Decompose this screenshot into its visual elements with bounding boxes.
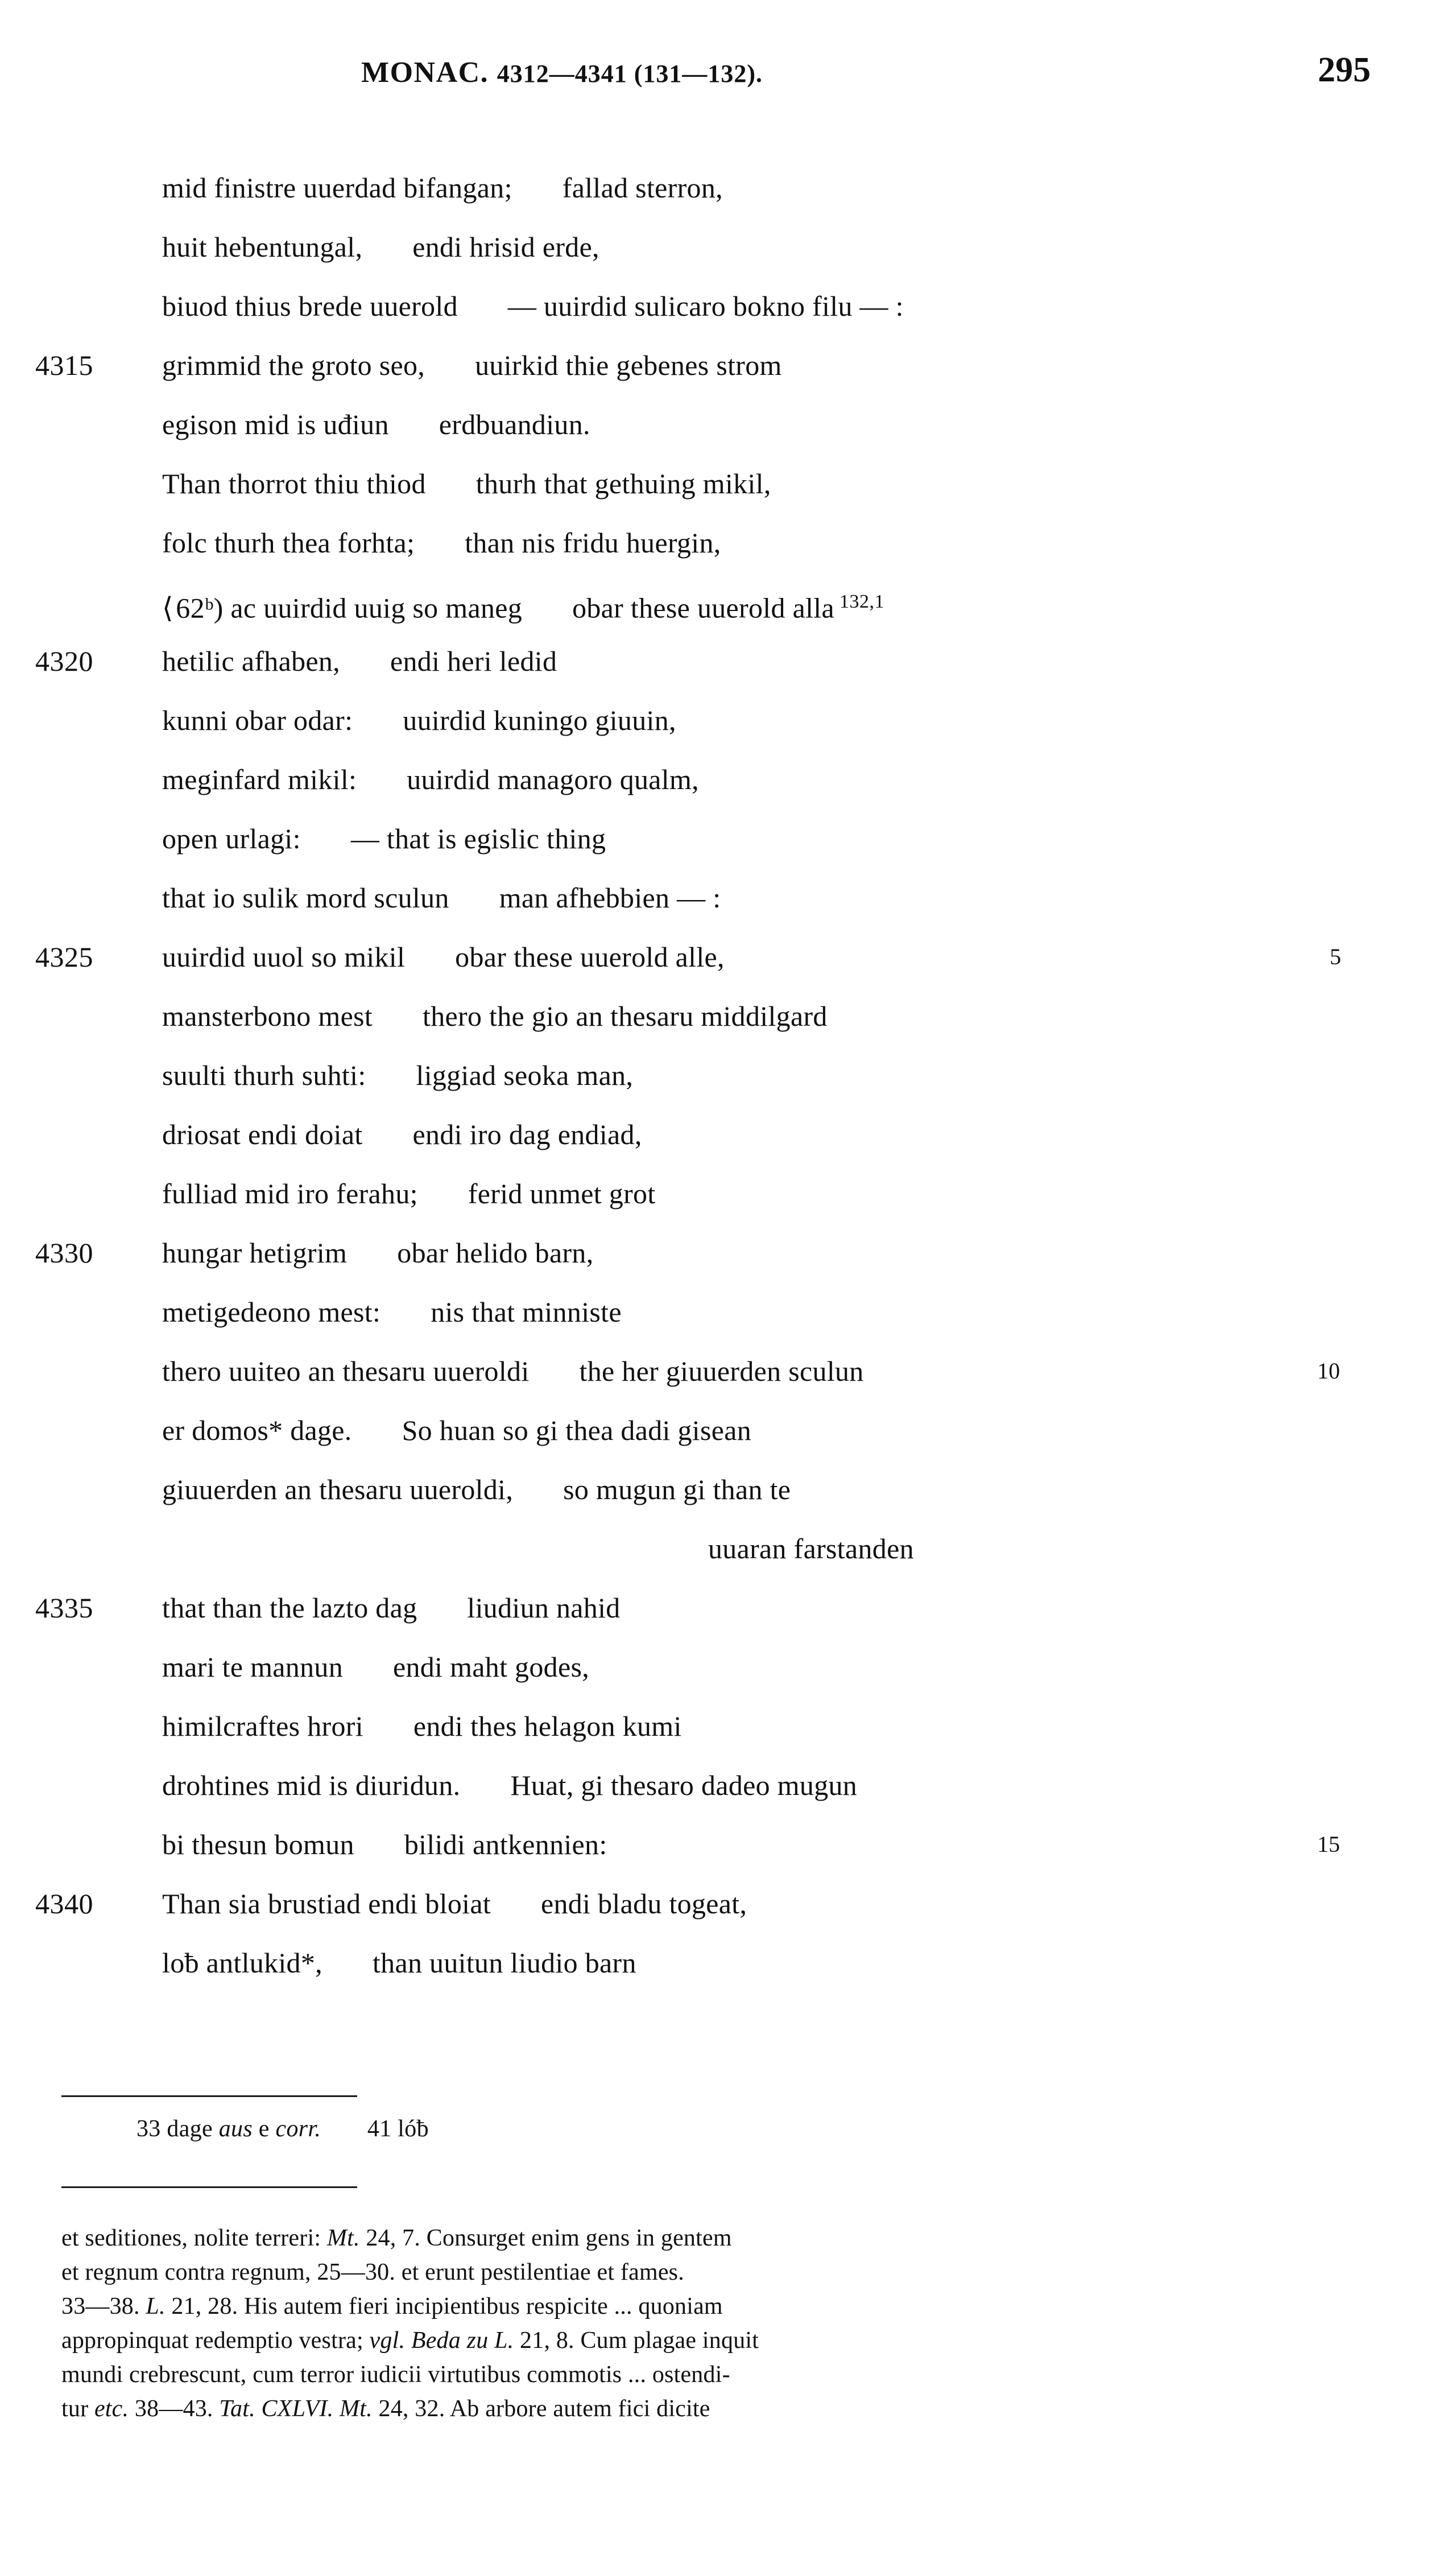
- footnote-line: [61, 2358, 1397, 2392]
- footnote-line: [61, 2323, 1397, 2358]
- verse-halfline-a: kunni obar odar:: [162, 704, 353, 736]
- verse-halfline-b: uuirdid kuningo giuuin,: [403, 704, 676, 736]
- verse-line: [0, 1342, 1456, 1401]
- verse-line: [0, 1519, 1456, 1578]
- verse-line: [0, 1756, 1456, 1815]
- verse-halfline-b: endi hrisid erde,: [412, 231, 599, 263]
- verse-halfline-b: erdbuandiun.: [439, 408, 590, 440]
- verse-halfline-b: endi maht godes,: [393, 1651, 590, 1683]
- verse-halfline-b: liudiun nahid: [467, 1592, 621, 1624]
- verse-line-text: [162, 1282, 622, 1342]
- verse-halfline-b: man afhebbien — :: [499, 882, 721, 914]
- manuscript-folio-marker: 132,1: [834, 591, 884, 612]
- verse-line: [0, 572, 1456, 632]
- verse-halfline-b: liggiad seoka man,: [416, 1059, 634, 1091]
- verse-line: [0, 454, 1456, 513]
- verse-halfline-a: meginfard mikil:: [162, 763, 357, 795]
- source-footnote: [61, 2221, 1397, 2426]
- verse-halfline-a: that io sulik mord sculun: [162, 882, 449, 914]
- footnote-line: [61, 2255, 1397, 2289]
- verse-line-text: [162, 1815, 607, 1874]
- verse-line-number: 4330: [35, 1237, 93, 1269]
- running-head: [0, 51, 1456, 152]
- verse-line-text: [162, 336, 782, 395]
- verse-halfline-a: Than sia brustiad endi bloiat: [162, 1888, 491, 1920]
- verse-line: [0, 217, 1456, 276]
- footnote-text: et seditiones, nolite terreri:: [61, 2225, 327, 2251]
- footnote-citation-ref: etc.: [94, 2396, 129, 2422]
- verse-halfline-b: thero the gio an thesaru middilgard: [423, 1000, 828, 1032]
- verse-halfline-b: fallad sterron,: [562, 172, 723, 204]
- verse-halfline-a: egison mid is uđiun: [162, 408, 389, 440]
- verse-line: [0, 691, 1456, 750]
- verse-halfline-a: suulti thurh suhti:: [162, 1059, 366, 1091]
- verse-halfline-a: loƀ antlukid*,: [162, 1947, 322, 1979]
- verse-halfline-a: giuuerden an thesaru uueroldi,: [162, 1474, 514, 1505]
- verse-block: [0, 158, 1456, 1992]
- verse-line-text: [162, 750, 699, 809]
- footnote-text: appropinquat redemptio vestra;: [61, 2327, 370, 2354]
- verse-line-text: [162, 513, 721, 572]
- verse-halfline-a: er domos* dage.: [162, 1414, 352, 1446]
- verse-line: [0, 750, 1456, 809]
- verse-halfline-a: folc thurh thea forhta;: [162, 527, 415, 559]
- verse-halfline-a: fulliad mid iro ferahu;: [162, 1178, 418, 1210]
- footnote-citation-ref: Tat. CXLVI.: [219, 2396, 334, 2422]
- verse-halfline-b: bilidi antkennien:: [404, 1829, 607, 1860]
- verse-line-text: [162, 217, 599, 276]
- verse-halfline-a: uuirdid uuol so mikil: [162, 941, 406, 973]
- footnote-text: tur: [61, 2396, 94, 2422]
- footnote-text: 21, 28. His autem fieri incipientibus respicite ... quoniam: [165, 2293, 723, 2319]
- verse-line-text: [162, 572, 884, 638]
- apparatus-rule-bottom: [61, 2186, 357, 2188]
- verse-line-text: [162, 1046, 633, 1105]
- verse-line-text: [162, 1578, 621, 1637]
- verse-halfline-b: — that is egislic thing: [350, 823, 606, 855]
- footnote-text: [333, 2396, 340, 2422]
- scanned-page: [0, 51, 1456, 2559]
- verse-line: [0, 1933, 1456, 1992]
- verse-line-text: [162, 691, 676, 750]
- footnote-citation-ref: vgl. Beda zu L.: [369, 2327, 514, 2354]
- verse-line: [0, 276, 1456, 336]
- apparatus-entry1-mid: e: [258, 2116, 270, 2142]
- verse-line: [0, 1874, 1456, 1933]
- verse-halfline-a: mid finistre uuerdad bifangan;: [162, 172, 512, 204]
- verse-halfline-b: endi thes helagon kumi: [413, 1710, 682, 1742]
- verse-halfline-b: uuirdid managoro qualm,: [407, 763, 699, 795]
- verse-halfline-b: ferid unmet grot: [468, 1178, 656, 1210]
- verse-line-number: 4315: [35, 349, 93, 381]
- verse-halfline-a: ⟨ 62ᵇ) ac uuirdid uuig so maneg: [162, 592, 523, 624]
- page-number: 295: [1318, 51, 1371, 89]
- verse-halfline-b: endi heri ledid: [390, 645, 557, 677]
- verse-line: [0, 868, 1456, 927]
- verse-line-text: [162, 395, 590, 454]
- verse-line-text: [162, 1164, 656, 1223]
- verse-halfline-a: thero uuiteo an thesaru uueroldi: [162, 1355, 530, 1387]
- verse-halfline-b: obar these uuerold alle,: [455, 941, 725, 973]
- margin-line-counter: 15: [1317, 1831, 1340, 1857]
- footnote-text: 24, 7. Consurget enim gens in gentem: [359, 2225, 732, 2251]
- verse-halfline-b: uuirkid thie gebenes strom: [475, 349, 782, 381]
- verse-halfline-b: than nis fridu huergin,: [465, 527, 721, 559]
- verse-line-text: [162, 1223, 594, 1282]
- verse-line: [0, 1460, 1456, 1519]
- verse-halfline-a: drohtines mid is diuridun.: [162, 1769, 461, 1801]
- verse-line-text: [162, 868, 721, 927]
- apparatus-entry2-lemma: lóƀ: [398, 2116, 429, 2142]
- verse-line-number: 4325: [35, 941, 93, 973]
- verse-line: [0, 1578, 1456, 1637]
- verse-line-text: [162, 1697, 682, 1756]
- footnote-line: [61, 2392, 1397, 2426]
- verse-line: [0, 1815, 1456, 1874]
- verse-halfline-a: driosat endi doiat: [162, 1118, 363, 1150]
- verse-line: [0, 1697, 1456, 1756]
- verse-line: [0, 1105, 1456, 1164]
- verse-halfline-a: bi thesun bomun: [162, 1829, 354, 1860]
- verse-halfline-a: mari te mannun: [162, 1651, 343, 1683]
- verse-line-text: [162, 158, 723, 217]
- verse-line-text: [162, 809, 606, 868]
- verse-line: [0, 927, 1456, 987]
- footnote-citation-ref: L.: [146, 2293, 166, 2319]
- footnote-citation-ref: Mt.: [340, 2396, 373, 2422]
- verse-line-text: [162, 927, 725, 987]
- verse-line-text: [708, 1519, 914, 1578]
- verse-line: [0, 1637, 1456, 1697]
- verse-line-text: [162, 1933, 636, 1992]
- verse-line-text: [162, 1637, 589, 1697]
- apparatus-rule-top: [61, 2095, 357, 2097]
- verse-halfline-b: obar these uuerold alla: [572, 592, 834, 624]
- verse-halfline-b: than uuitun liudio barn: [372, 1947, 636, 1979]
- verse-halfline-b: Huat, gi thesaro dadeo mugun: [510, 1769, 858, 1801]
- apparatus-entry1-num: 33: [136, 2116, 161, 2142]
- verse-line: [0, 1401, 1456, 1460]
- verse-halfline-a: open urlagi:: [162, 823, 301, 855]
- verse-halfline-b: obar helido barn,: [397, 1237, 594, 1269]
- running-head-title: [361, 56, 763, 89]
- verse-line: [0, 395, 1456, 454]
- verse-line-number: 4340: [35, 1888, 93, 1920]
- verse-line-text: [162, 632, 557, 691]
- verse-halfline-a: Than thorrot thiu thiod: [162, 468, 426, 500]
- footnote-text: 38—43.: [129, 2396, 220, 2422]
- verse-halfline-a: hetilic afhaben,: [162, 645, 340, 677]
- verse-line-text: [162, 276, 904, 336]
- verse-line-number: 4320: [35, 645, 93, 677]
- verse-line: [0, 987, 1456, 1046]
- verse-line: [0, 1046, 1456, 1105]
- verse-line: [0, 513, 1456, 572]
- running-head-work: MONAC.: [361, 56, 489, 89]
- verse-halfline-b: the her giuuerden sculun: [579, 1355, 864, 1387]
- verse-line: [0, 1282, 1456, 1342]
- footnote-citation-ref: Mt.: [326, 2225, 360, 2251]
- verse-halfline-b: uuaran farstanden: [708, 1533, 914, 1565]
- verse-halfline-b: endi iro dag endiad,: [412, 1118, 642, 1150]
- verse-line-text: [162, 1105, 642, 1164]
- verse-halfline-a: biuod thius brede uuerold: [162, 290, 458, 322]
- verse-line: [0, 809, 1456, 868]
- margin-line-counter: 5: [1330, 944, 1341, 969]
- verse-line-number: 4335: [35, 1592, 93, 1624]
- running-head-range: 4312—4341 (131—132).: [497, 60, 763, 88]
- apparatus-entry2-num: 41: [367, 2116, 392, 2142]
- verse-line-text: [162, 1756, 857, 1815]
- verse-line-text: [162, 1342, 864, 1401]
- verse-halfline-b: nis that minniste: [431, 1296, 622, 1328]
- verse-line-text: [162, 454, 771, 513]
- verse-halfline-b: thurh that gethuing mikil,: [475, 468, 771, 500]
- apparatus-entry1-italic1: aus: [218, 2116, 253, 2142]
- verse-halfline-a: that than the lazto dag: [162, 1592, 417, 1624]
- verse-line: [0, 1223, 1456, 1282]
- footnote-text: et regnum contra regnum, 25—30. et erunt pestilentiae et fames.: [61, 2259, 684, 2285]
- footnote-text: 33—38.: [61, 2293, 146, 2319]
- margin-line-counter: 10: [1317, 1358, 1340, 1384]
- verse-line-text: [162, 1460, 791, 1519]
- verse-halfline-b: endi bladu togeat,: [541, 1888, 747, 1920]
- verse-halfline-a: metigedeono mest:: [162, 1296, 381, 1328]
- verse-line-text: [162, 1874, 747, 1933]
- textual-apparatus: [136, 2115, 429, 2143]
- footnote-text: mundi crebrescunt, cum terror iudicii virtutibus commotis ... ostendi-: [61, 2362, 730, 2388]
- verse-line: [0, 158, 1456, 217]
- apparatus-entry1-italic2: corr.: [275, 2116, 321, 2142]
- footnote-line: [61, 2221, 1397, 2255]
- footnote-text: 21, 8. Cum plagae inquit: [514, 2327, 759, 2354]
- verse-halfline-a: hungar hetigrim: [162, 1237, 348, 1269]
- verse-line-text: [162, 1401, 751, 1460]
- verse-line: [0, 336, 1456, 395]
- verse-halfline-b: — uuirdid sulicaro bokno filu — :: [507, 290, 904, 322]
- apparatus-entry1-lemma: dage: [167, 2116, 213, 2142]
- verse-halfline-a: mansterbono mest: [162, 1000, 373, 1032]
- verse-line-text: [162, 987, 828, 1046]
- verse-halfline-a: huit hebentungal,: [162, 231, 363, 263]
- verse-halfline-a: himilcraftes hrori: [162, 1710, 363, 1742]
- footnote-line: [61, 2289, 1397, 2323]
- verse-line: [0, 632, 1456, 691]
- verse-halfline-b: So huan so gi thea dadi gisean: [402, 1414, 752, 1446]
- verse-line: [0, 1164, 1456, 1223]
- verse-halfline-b: so mugun gi than te: [563, 1474, 791, 1505]
- verse-halfline-a: grimmid the groto seo,: [162, 349, 425, 381]
- footnote-text: 24, 32. Ab arbore autem fici dicite: [372, 2396, 710, 2422]
